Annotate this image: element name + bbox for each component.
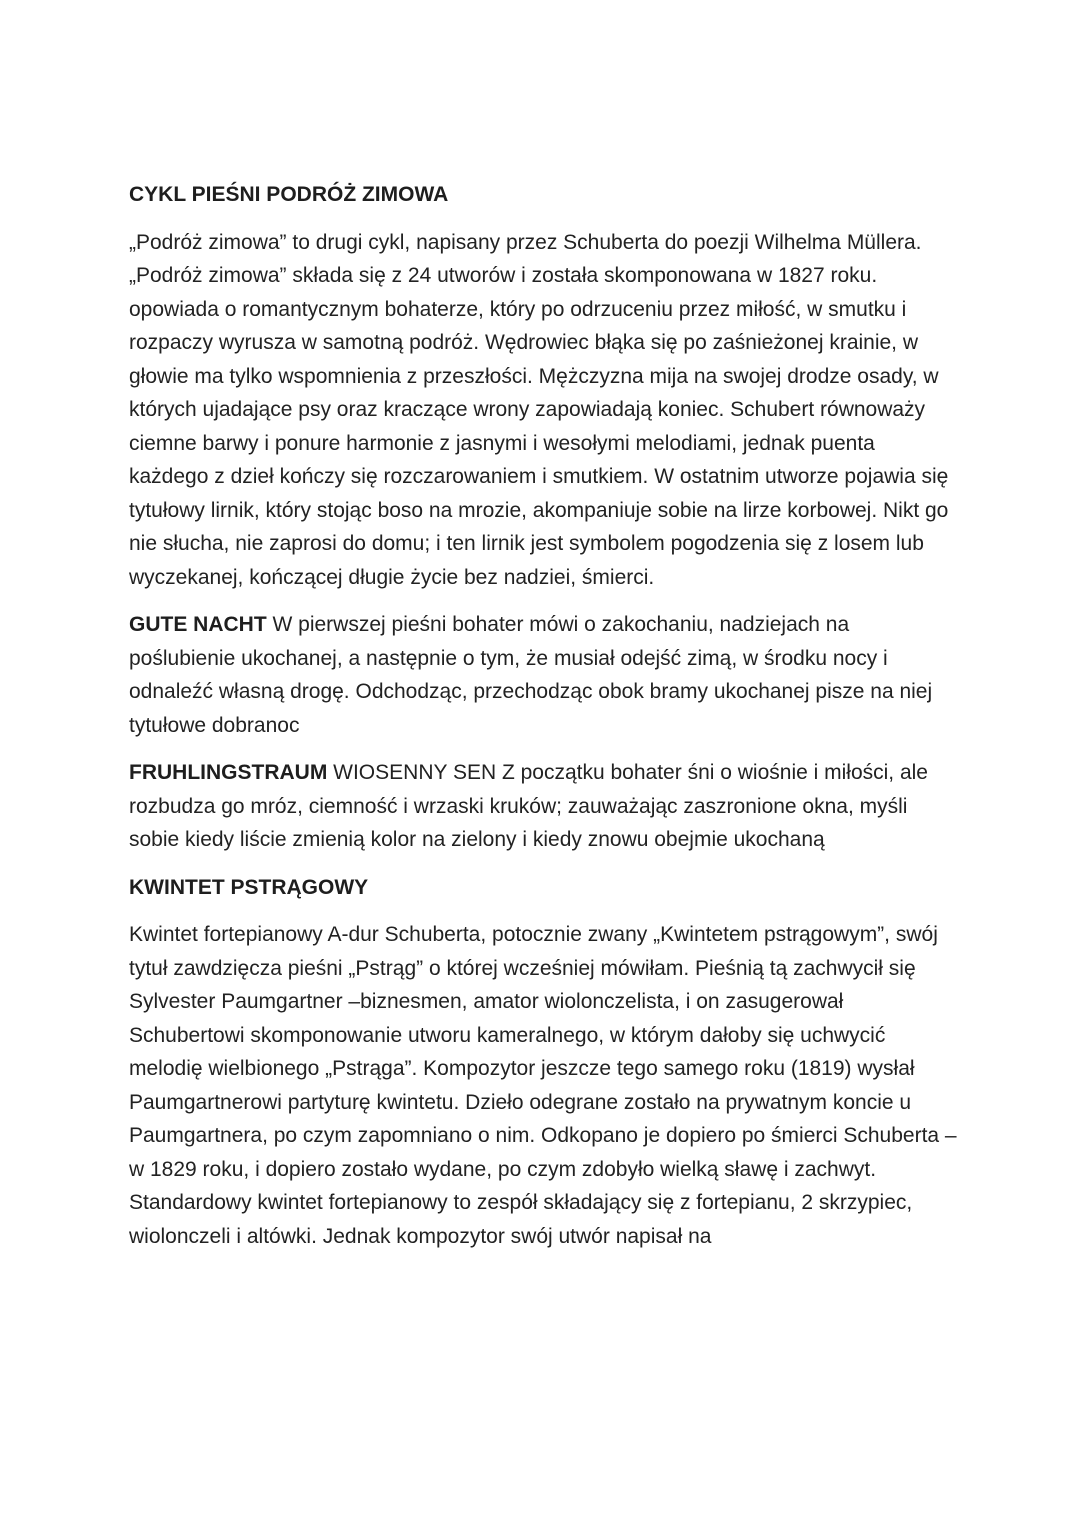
- song-description-gute-nacht: W pierwszej pieśni bohater mówi o zakochaniu, nadziejach na poślubienie ukochanej, a następnie o tym, że musiał odejść zimą, w środku nocy i odnaleźć własną drogę. Odchodząc, przechodząc obok bramy ukochanej pisze na niej tytułowe dobranoc: [129, 613, 933, 737]
- song-description-fruhlingstraum: WIOSENNY SEN Z początku bohater śni o wiośnie i miłości, ale rozbudza go mróz, ciemność i wrzaski kruków; zauważając zaszronione okna, myśli sobie kiedy liście zmienią kolor na zielony i kiedy znowu obejmie ukochaną: [129, 761, 928, 851]
- section-podroz-zimowa: [129, 178, 959, 594]
- section-kwintet-pstragowy: [129, 871, 959, 1254]
- song-title-gute-nacht: GUTE NACHT: [129, 613, 267, 636]
- paragraph-podroz-zimowa: „Podróż zimowa” to drugi cykl, napisany przez Schuberta do poezji Wilhelma Müllera. „Podróż zimowa” składa się z 24 utworów i została skomponowana w 1827 roku. opowiada o romantycznym bohaterze, który po odrzuceniu przez miłość, w smutku i rozpaczy wyrusza w samotną podróż. Wędrowiec błąka się po zaśnieżonej krainie, w głowie ma tylko wspomnienia z przeszłości. Mężczyzna mija na swojej drodze osady, w których ujadające psy oraz kraczące wrony zapowiadają koniec. Schubert równoważy ciemne barwy i ponure harmonie z jasnymi i wesołymi melodiami, jednak puenta każdego z dzieł kończy się rozczarowaniem i smutkiem. W ostatnim utworze pojawia się tytułowy lirnik, który stojąc boso na mrozie, akompaniuje sobie na lirze korbowej. Nikt go nie słucha, nie zaprosi do domu; i ten lirnik jest symbolem pogodzenia się z losem lub wyczekanej, kończącej długie życie bez nadziei, śmierci.: [129, 230, 949, 589]
- document-page: [129, 178, 959, 1267]
- paragraph-kwintet: Kwintet fortepianowy A-dur Schuberta, potocznie zwany „Kwintetem pstrągowym”, swój tytuł zawdzięcza pieśni „Pstrąg” o której wcześniej mówiłam. Pieśnią tą zachwycił się Sylvester Paumgartner –biznesmen, amator wiolonczelista, i on zasugerował Schubertowi skomponowanie utworu kameralnego, w którym dałoby się uchwycić melodię wielbionego „Pstrąga”. Kompozytor jeszcze tego samego roku (1819) wysłał Paumgartnerowi partyturę kwintetu. Dzieło odegrane zostało na prywatnym koncie u Paumgartnera, po czym zapomniano o nim. Odkopano je dopiero po śmierci Schuberta – w 1829 roku, i dopiero zostało wydane, po czym zdobyło wielką sławę i zachwyt. Standardowy kwintet fortepianowy to zespół składający się z fortepianu, 2 skrzypiec, wiolonczeli i altówki. Jednak kompozytor swój utwór napisał na: [129, 923, 957, 1248]
- paragraph-fruhlingstraum: [129, 756, 959, 857]
- section-heading-kwintet: KWINTET PSTRĄGOWY: [129, 875, 369, 899]
- section-heading-podroz-zimowa: CYKL PIEŚNI PODRÓŻ ZIMOWA: [129, 183, 449, 206]
- paragraph-gute-nacht: [129, 608, 959, 742]
- song-title-fruhlingstraum: FRUHLINGSTRAUM: [129, 761, 328, 784]
